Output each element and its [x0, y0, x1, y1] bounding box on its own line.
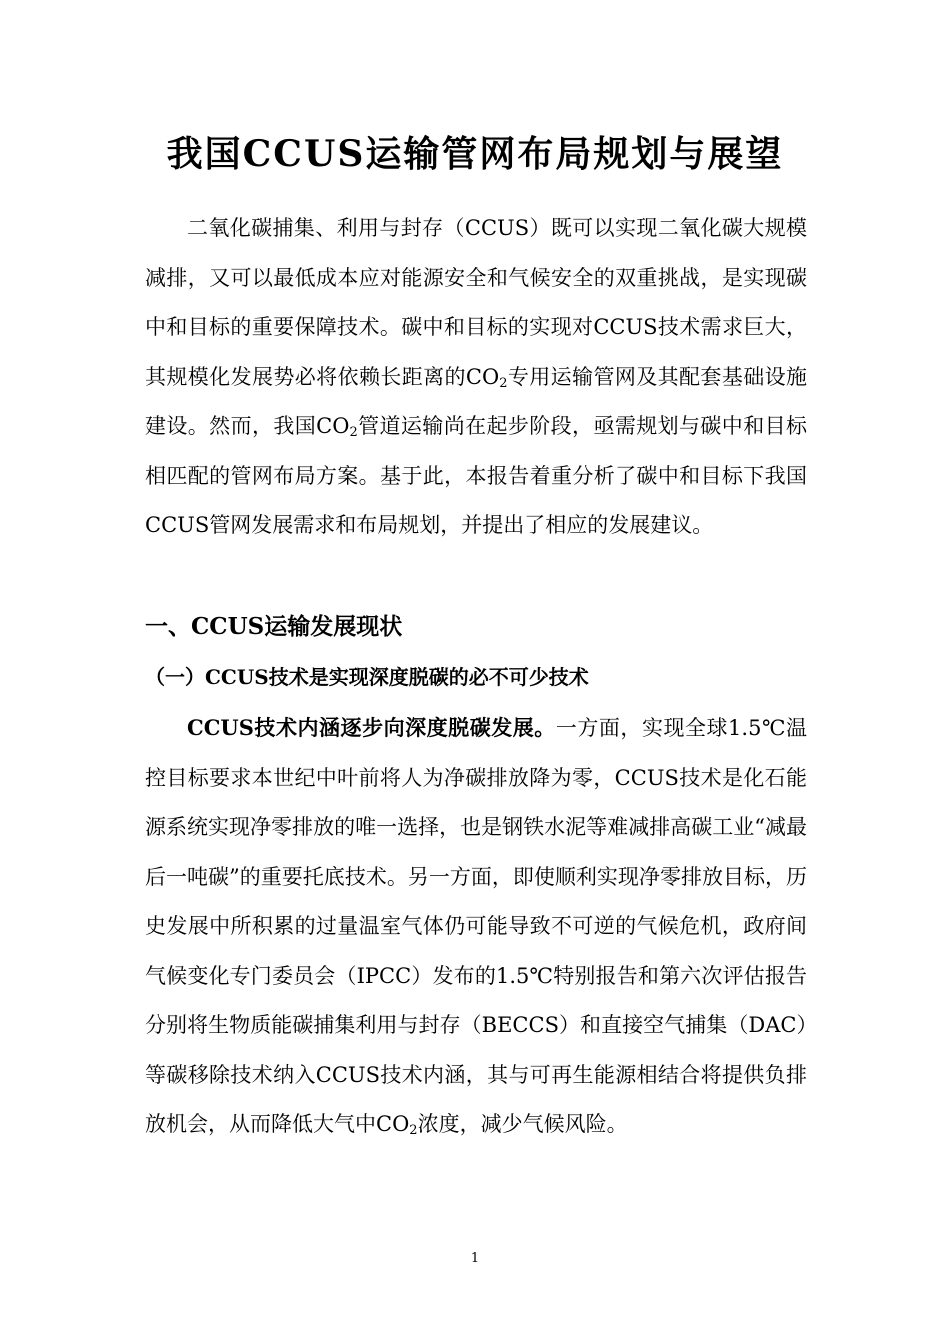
- section-heading: 一、CCUS运输发展现状: [145, 613, 403, 640]
- co2-subscript: 2: [409, 1123, 418, 1138]
- paragraph-text-part-1: 一方面，实现全球1.5℃温控目标要求本世纪中叶前将人为净碳排放降为零，CCUS技术是化石能源系统实现净零排放的唯一选择，也是钢铁水泥等难减排高碳工业“减最后一吨碳”的重要托底技术。另一方面，即使顺利实现净零排放目标，历史发展中所积累的过量温室气体仍可能导致不可逆的气候危机，政府间气候变化专门委员会（IPCC）发布的1.5℃特别报告和第六次评估报告分别将生物质能碳捕集利用与封存（BECCS）和直接空气捕集（DAC）等碳移除技术纳入CCUS技术内涵，其与可再生能源相结合将提供负排放机会，从而降低大气中CO: [145, 716, 807, 1136]
- body-paragraph: [145, 703, 807, 1150]
- intro-paragraph: [145, 204, 807, 551]
- document-title: 我国CCUS运输管网布局规划与展望: [166, 133, 784, 175]
- page-number: 1: [470, 1251, 480, 1266]
- co2-subscript: 2: [349, 425, 358, 440]
- paragraph-lead-sentence: CCUS技术内涵逐步向深度脱碳发展。: [187, 715, 556, 740]
- intro-text-part-1: 二氧化碳捕集、利用与封存（CCUS）既可以实现二氧化碳大规模减排，又可以最低成本应对能源安全和气候安全的双重挑战，是实现碳中和目标的重要保障技术。碳中和目标的实现对CCUS技术需求巨大，其规模化发展势必将依赖长距离的CO: [145, 216, 807, 389]
- co2-subscript: 2: [499, 375, 508, 391]
- intro-text-part-2: 专用运输管网及其配套基础设施建设。然而，我国CO: [145, 364, 807, 438]
- subsection-heading: （一）CCUS技术是实现深度脱碳的必不可少技术: [145, 665, 589, 689]
- paragraph-text-part-2: 浓度，减少气候风险。: [417, 1112, 628, 1136]
- intro-text-part-3: 管道运输尚在起步阶段，亟需规划与碳中和目标相匹配的管网布局方案。基于此，本报告着重分析了碳中和目标下我国CCUS管网发展需求和布局规划，并提出了相应的发展建议。: [145, 414, 807, 537]
